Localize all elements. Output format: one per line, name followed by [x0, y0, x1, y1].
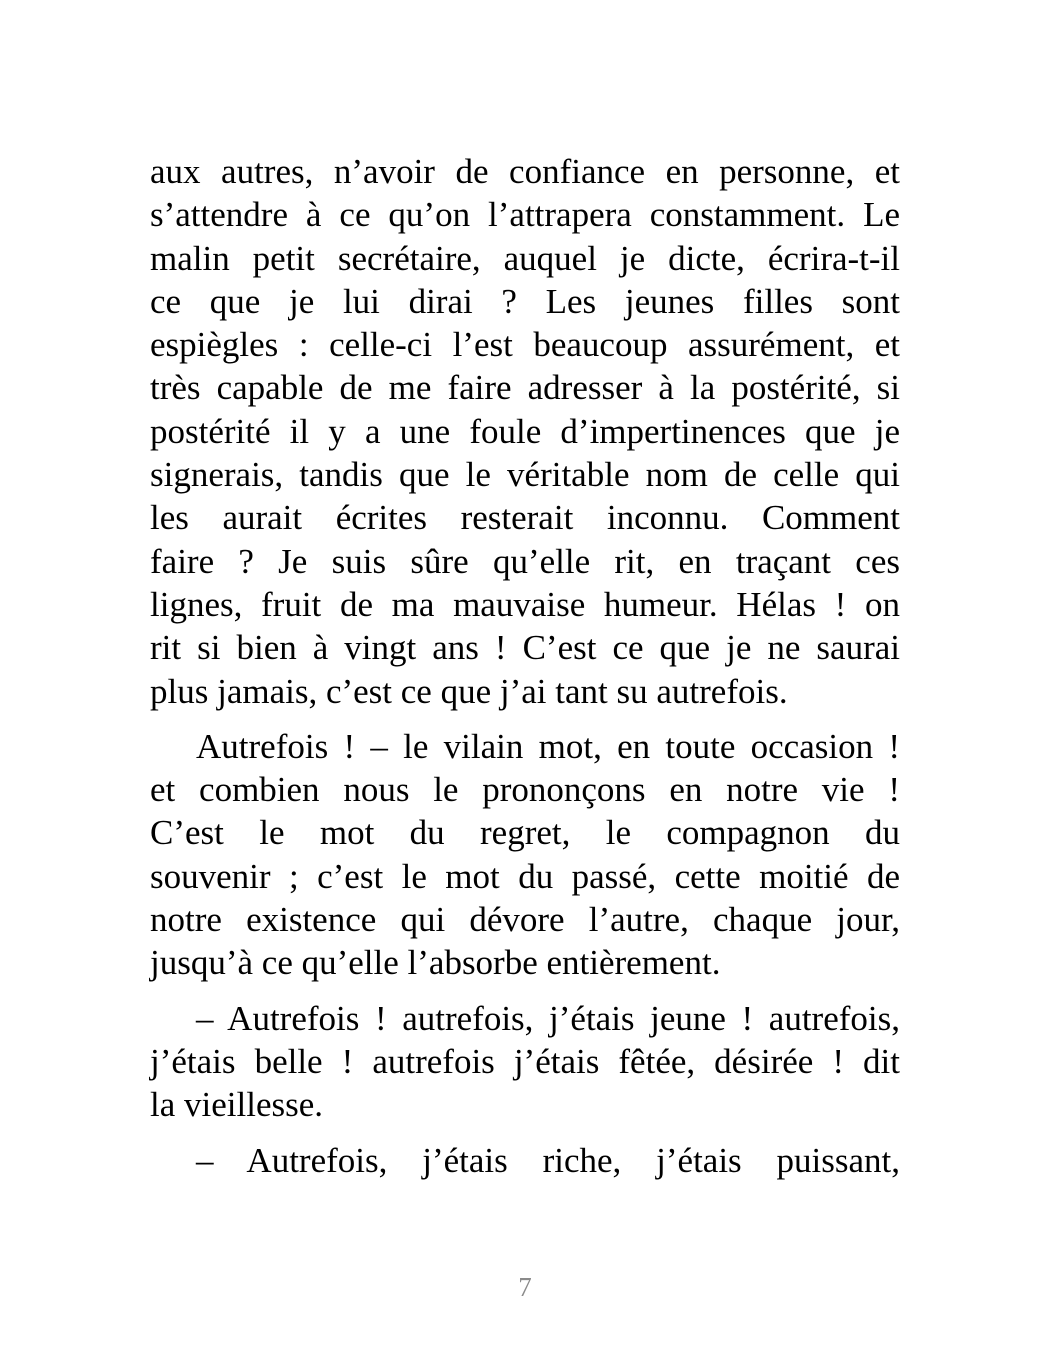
text-line: signerais, tandis que le véritable nom de celle qui	[150, 455, 900, 495]
text-line: faire ? Je suis sûre qu’elle rit, en traçant ces	[150, 541, 900, 581]
paragraph	[150, 1139, 900, 1182]
text-line: la vieillesse.	[150, 1085, 324, 1125]
paragraph	[150, 997, 900, 1127]
text-line: C’est le mot du regret, le compagnon du	[150, 813, 900, 853]
text-line: ce que je lui dirai ? Les jeunes filles sont	[150, 281, 900, 321]
text-line: – Autrefois ! autrefois, j’étais jeune ! autrefois,	[196, 998, 900, 1038]
text-line: malin petit secrétaire, auquel je dicte, écrira-t-il	[150, 238, 900, 278]
text-line: rit si bien à vingt ans ! C’est ce que je ne saurai	[150, 628, 900, 668]
text-line: lignes, fruit de ma mauvaise humeur. Hélas ! on	[150, 584, 900, 624]
text-line: postérité il y a une foule d’impertinences que je	[150, 411, 900, 451]
body-text	[150, 150, 900, 1182]
page-number: 7	[518, 1272, 532, 1302]
text-line: aux autres, n’avoir de confiance en personne, et	[150, 152, 900, 191]
text-line: espiègles : celle-ci l’est beaucoup assurément, et	[150, 325, 900, 365]
text-line: jusqu’à ce qu’elle l’absorbe entièrement.	[150, 943, 721, 983]
text-line: s’attendre à ce qu’on l’attrapera constamment. Le	[150, 195, 900, 235]
text-line: notre existence qui dévore l’autre, chaque jour,	[150, 900, 900, 940]
text-line: les aurait écrites resterait inconnu. Comment	[150, 498, 900, 538]
paragraph	[150, 725, 900, 985]
paragraph	[150, 150, 900, 713]
text-line: souvenir ; c’est le mot du passé, cette moitié de	[150, 856, 900, 896]
paragraph-spacer	[150, 985, 900, 997]
paragraph-spacer	[150, 713, 900, 725]
paragraph-spacer	[150, 1127, 900, 1139]
text-line: et combien nous le prononçons en notre vie !	[150, 770, 900, 810]
text-line: – Autrefois, j’étais riche, j’étais puissant,	[196, 1140, 900, 1180]
text-line: très capable de me faire adresser à la postérité, si	[150, 368, 900, 408]
text-line: plus jamais, c’est ce que j’ai tant su autrefois.	[150, 671, 788, 711]
text-line: Autrefois ! – le vilain mot, en toute occasion !	[196, 726, 900, 766]
text-line: j’étais belle ! autrefois j’étais fêtée, désirée ! dit	[150, 1041, 900, 1081]
